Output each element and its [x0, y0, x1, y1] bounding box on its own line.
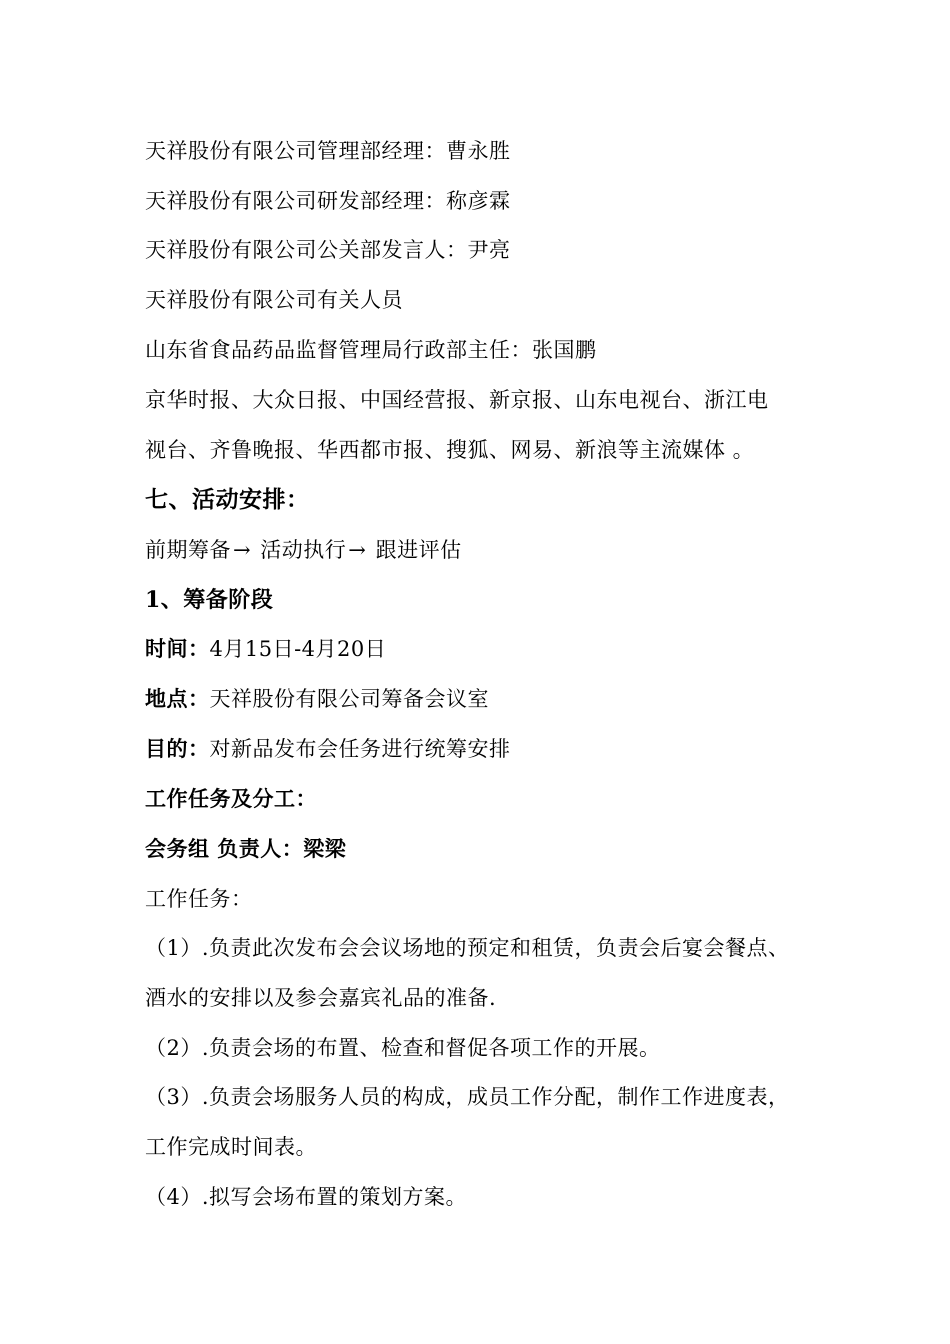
group-heading: 会务组 负责人：梁梁	[145, 836, 347, 861]
place-value: 天祥股份有限公司筹备会议室	[209, 687, 489, 711]
time-row	[145, 635, 386, 663]
participant-line: 山东省食品药品监督管理局行政部主任：张国鹏	[145, 338, 597, 362]
goal-label: 目的：	[145, 736, 210, 761]
flow-step: 跟进评估	[375, 538, 462, 562]
place-row	[145, 685, 489, 713]
task-item: 工作完成时间表。	[145, 1135, 317, 1159]
time-label: 时间：	[145, 636, 210, 661]
task-item: （4）.拟写会场布置的策划方案。	[145, 1185, 468, 1209]
arrow-right-icon: →	[233, 538, 252, 562]
goal-row	[145, 735, 511, 763]
media-line: 京华时报、大众日报、中国经营报、新京报、山东电视台、浙江电	[145, 388, 769, 412]
participant-line: 天祥股份有限公司研发部经理：称彦霖	[145, 189, 511, 213]
subsection-heading: 1、筹备阶段	[145, 587, 274, 613]
time-value: 4月15日-4月20日	[209, 637, 387, 661]
flow-step: 前期筹备	[145, 538, 231, 562]
participant-line: 天祥股份有限公司公关部发言人：尹亮	[145, 238, 511, 262]
activity-flow	[145, 536, 462, 564]
media-line: 视台、齐鲁晚报、华西都市报、搜狐、网易、新浪等主流媒体 。	[145, 438, 755, 462]
work-tasks-label: 工作任务：	[145, 887, 253, 911]
task-item: 酒水的安排以及参会嘉宾礼品的准备.	[145, 986, 497, 1010]
goal-value: 对新品发布会任务进行统筹安排	[209, 737, 511, 761]
tasks-heading: 工作任务及分工：	[145, 786, 317, 811]
task-item: （2）.负责会场的布置、检查和督促各项工作的开展。	[145, 1036, 661, 1060]
flow-step: 活动执行	[260, 538, 347, 562]
task-item: （1）.负责此次发布会会议场地的预定和租赁，负责会后宴会餐点、	[145, 936, 790, 960]
section-heading: 七、活动安排：	[145, 486, 310, 513]
task-item: （3）.负责会场服务人员的构成，成员工作分配，制作工作进度表，	[145, 1085, 790, 1109]
participant-line: 天祥股份有限公司有关人员	[145, 288, 403, 312]
arrow-right-icon: →	[348, 538, 367, 562]
place-label: 地点：	[145, 686, 210, 711]
participant-line: 天祥股份有限公司管理部经理：曹永胜	[145, 139, 511, 163]
